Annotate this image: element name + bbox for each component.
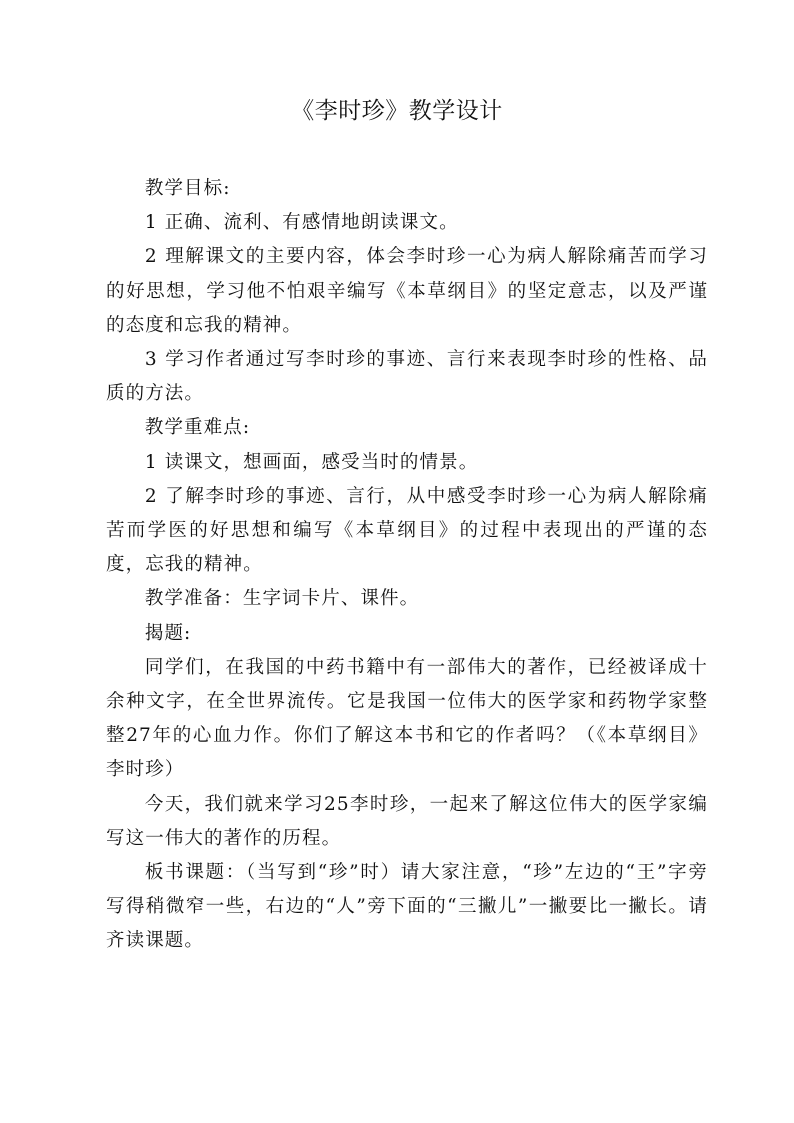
paragraph-intro-heading: 揭题: <box>144 622 192 644</box>
paragraph-objective-3: 3 学习作者通过写李时珍的事迹、言行来表现李时珍的性格、品质的方法。 <box>106 349 708 405</box>
paragraph-preparation: 教学准备：生字词卡片、课件。 <box>144 588 420 610</box>
paragraph-objective-1: 1 正确、流利、有感情地朗读课文。 <box>144 212 459 234</box>
paragraph-keypoints-heading: 教学重难点: <box>144 417 251 439</box>
paragraph-keypoint-2: 2 了解李时珍的事迹、言行，从中感受李时珍一心为病人解除痛苦而学医的好思想和编写《本草纲目》的过程中表现出的严谨的态度，忘我的精神。 <box>106 485 708 576</box>
paragraph-intro-2: 今天，我们就来学习25李时珍，一起来了解这位伟大的医学家编写这一伟大的著作的历程。 <box>106 793 708 849</box>
paragraph-keypoint-1: 1 读课文，想画面，感受当时的情景。 <box>144 451 479 473</box>
paragraph-intro-1: 同学们，在我国的中药书籍中有一部伟大的著作，已经被译成十余种文字，在全世界流传。它是我国一位伟大的医学家和药物学家整整27年的心血力作。你们了解这本书和它的作者吗？（《本草纲目》李时珍） <box>106 656 708 781</box>
paragraph-board-title: 板书课题：（当写到“珍”时）请大家注意，“珍”左边的“王”字旁写得稍微窄一些，右边的“人”旁下面的“三撇儿”一撇要比一撇长。请齐读课题。 <box>106 862 708 952</box>
document-body <box>106 172 708 959</box>
paragraph-objectives-heading: 教学目标: <box>144 178 231 199</box>
document-title: 《李时珍》教学设计 <box>291 98 503 124</box>
paragraph-objective-2: 2 理解课文的主要内容，体会李时珍一心为病人解除痛苦而学习的好思想，学习他不怕艰辛编写《本草纲目》的坚定意志，以及严谨的态度和忘我的精神。 <box>106 246 708 336</box>
